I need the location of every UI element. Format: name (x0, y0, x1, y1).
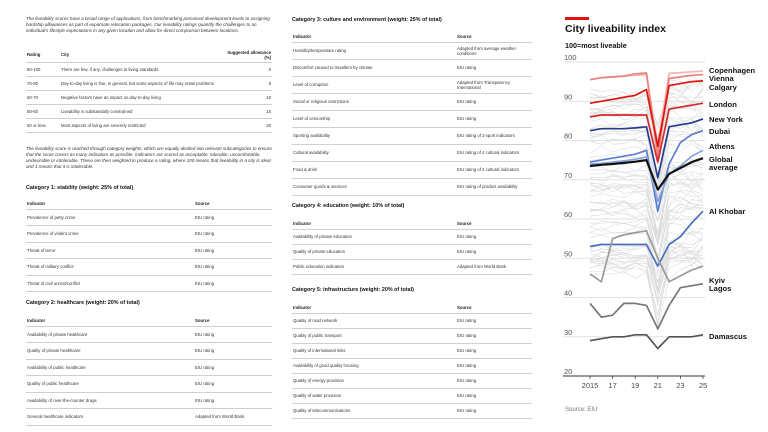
table-header-row (292, 31, 532, 42)
cell-indicator: Cultural availability (292, 144, 456, 161)
cell-indicator: Sporting availability (292, 127, 456, 144)
cell-indicator: General healthcare indicators (26, 409, 194, 426)
cell-source: EIU rating (456, 313, 532, 328)
cell-rating: 60-70 (26, 90, 60, 104)
cell-indicator: Quality of public transport (292, 328, 456, 343)
cell-indicator: Quality of road network (292, 313, 456, 328)
cell-allowance: 5 (220, 76, 272, 90)
cell-source: EIU rating (456, 328, 532, 343)
x-tick-label: 2015 (581, 381, 599, 390)
y-tick-label: 60 (564, 210, 573, 219)
chart-panel (553, 0, 768, 432)
table-row (292, 178, 532, 195)
table-row (26, 90, 272, 104)
cell-indicator: Prevalence of petty crime (26, 209, 194, 226)
cell-indicator: Food & drink (292, 161, 456, 178)
category-5-body (292, 313, 532, 418)
series-line (590, 284, 703, 329)
cell-source: EIU rating (194, 226, 272, 243)
y-tick-label: 50 (564, 249, 573, 259)
table-header-row (26, 48, 272, 62)
table-row (26, 359, 272, 376)
category-3-body (292, 42, 532, 195)
table-row (26, 409, 272, 426)
background-city-line (590, 238, 703, 302)
chart-title: City liveability index (565, 23, 666, 35)
y-tick-label: 20 (564, 367, 573, 376)
cell-indicator: Threat of civil unrest/conflict (26, 275, 194, 292)
series-label: Kyiv (709, 276, 726, 285)
series-label: Lagos (709, 284, 732, 293)
table-row (292, 403, 532, 418)
series-label: average (709, 163, 738, 172)
chart-subtitle: 100=most liveable (565, 41, 627, 50)
category-2-body (26, 326, 272, 425)
chart-source: Source: EIU (565, 407, 598, 413)
header-rating: Rating (26, 48, 60, 62)
header-allowance: Suggested allowance (%) (220, 48, 272, 62)
x-tick-label: 23 (676, 381, 685, 390)
category-3-title: Category 3: culture and environment (weight: 25% of total) (292, 17, 442, 23)
series-label: Copenhagen (709, 66, 755, 75)
cell-source: EIU rating (456, 403, 532, 418)
table-row (292, 76, 532, 93)
header-indicator: Indicator (26, 316, 194, 326)
cell-indicator: Quality of public healthcare (26, 376, 194, 393)
cell-source: EIU rating (194, 343, 272, 360)
table-row (292, 343, 532, 358)
cell-indicator: Availability of private education (292, 229, 456, 244)
header-source: Source (194, 199, 272, 209)
table-row (26, 259, 272, 276)
table-row (26, 76, 272, 90)
cell-source: EIU rating (456, 388, 532, 403)
cell-indicator: Public education indicators (292, 259, 456, 274)
table-row (26, 118, 272, 132)
table-row (26, 62, 272, 76)
table-row (26, 343, 272, 360)
line-chart (553, 0, 768, 432)
cell-indicator: Level of censorship (292, 110, 456, 127)
cell-source: EIU rating (456, 229, 532, 244)
cell-indicator: Quality of telecommunications (292, 403, 456, 418)
cell-indicator: Quality of private education (292, 244, 456, 259)
cell-allowance: 0 (220, 62, 272, 76)
table-row (292, 144, 532, 161)
cell-city: Negative factors have an impact on day-to-day living (60, 90, 220, 104)
cell-allowance: 20 (220, 118, 272, 132)
cell-source: EIU rating (194, 209, 272, 226)
header-source: Source (194, 316, 272, 326)
table-row (26, 209, 272, 226)
cell-allowance: 10 (220, 90, 272, 104)
header-indicator: Indicator (26, 199, 194, 209)
cell-source: EIU rating (456, 59, 532, 76)
table-row (292, 358, 532, 373)
table-row (26, 326, 272, 343)
cell-source: EIU rating (194, 275, 272, 292)
header-indicator: Indicator (292, 31, 456, 42)
series-label: Al Khobar (709, 207, 746, 216)
cell-source: Adapted from World Bank (194, 409, 272, 426)
y-tick-label: 70 (564, 170, 573, 180)
header-source: Source (456, 218, 532, 229)
cell-source: EIU rating of 3 sport indicators (456, 127, 532, 144)
table-header-row (292, 218, 532, 229)
category-5-table (292, 302, 532, 419)
series-label: Damascus (709, 332, 747, 341)
cell-source: EIU rating (194, 359, 272, 376)
cell-indicator: Prevalence of violent crime (26, 226, 194, 243)
cell-indicator: Threat of military conflict (26, 259, 194, 276)
x-tick-label: 21 (653, 381, 662, 390)
cell-allowance: 15 (220, 104, 272, 118)
table-row (292, 42, 532, 59)
series-label: Calgary (709, 83, 737, 92)
ratings-table-body (26, 62, 272, 132)
table-row (292, 244, 532, 259)
cell-indicator: Availability of public healthcare (26, 359, 194, 376)
cell-city: Liveability is substantially constrained (60, 104, 220, 118)
table-row (292, 388, 532, 403)
table-row (292, 313, 532, 328)
header-indicator: Indicator (292, 302, 456, 313)
y-tick-label: 100 (564, 53, 577, 62)
table-header-row (26, 316, 272, 326)
series-label: Vienna (709, 74, 734, 83)
y-tick-label: 80 (564, 131, 573, 141)
series-label: Global (709, 155, 733, 164)
cell-source: EIU rating (194, 259, 272, 276)
cell-source: EIU rating (456, 244, 532, 259)
cell-indicator: Availability of over-the-counter drugs (26, 392, 194, 409)
category-2-title: Category 2: healthcare (weight: 20% of total) (26, 300, 140, 306)
y-tick-label: 40 (564, 288, 573, 298)
cell-indicator: Level of corruption (292, 76, 456, 93)
table-row (26, 376, 272, 393)
cell-indicator: Availability of good quality housing (292, 358, 456, 373)
category-4-body (292, 229, 532, 274)
cell-source: EIU rating (194, 376, 272, 393)
header-source: Source (456, 302, 532, 313)
cell-source: EIU rating of product availability (456, 178, 532, 195)
category-1-table (26, 199, 272, 292)
cell-source: EIU rating (456, 110, 532, 127)
category-1-title: Category 1: stability (weight: 25% of total) (26, 185, 134, 191)
table-row (26, 275, 272, 292)
cell-rating: 80-100 (26, 62, 60, 76)
cell-indicator: Discomfort caused to travellers by climate (292, 59, 456, 76)
table-header-row (26, 199, 272, 209)
cell-indicator: Quality of energy provision (292, 373, 456, 388)
table-row (292, 93, 532, 110)
category-5-title: Category 5: infrastructure (weight: 20% of total) (292, 287, 414, 293)
cell-indicator: Quality of water provision (292, 388, 456, 403)
cell-indicator: Quality of private healthcare (26, 343, 194, 360)
cell-source: EIU rating of 4 cultural indicators (456, 161, 532, 178)
table-row (292, 110, 532, 127)
table-row (292, 229, 532, 244)
table-row (292, 161, 532, 178)
cell-indicator: Humidity/temperature rating (292, 42, 456, 59)
ratings-table (26, 48, 272, 133)
x-tick-label: 17 (608, 381, 617, 390)
cell-source: Adapted from Transparency International (456, 76, 532, 93)
cell-source: EIU rating (456, 373, 532, 388)
cell-city: There are few, if any, challenges to living standards (60, 62, 220, 76)
header-indicator: Indicator (292, 218, 456, 229)
cell-source: Adapted from World Bank (456, 259, 532, 274)
cell-rating: 70-80 (26, 76, 60, 90)
series-label: Dubai (709, 127, 731, 136)
category-3-table (292, 31, 532, 196)
cell-indicator: Consumer goods & services (292, 178, 456, 195)
category-2-table (26, 316, 272, 426)
header-city: City (60, 48, 220, 62)
cell-rating: 50-60 (26, 104, 60, 118)
intro-paragraph: The liveability scores have a broad range of applications, from benchmarking perceived development levels to assigning hardship allowances as part of expatriate relocation packages. Our liveability ratings quantify the challenges to an individual's lifestyle expectations in any given location and allow for direct comparison between locations. (26, 16, 270, 34)
table-row (292, 373, 532, 388)
x-tick-label: 25 (698, 381, 708, 390)
series-label: New York (709, 115, 743, 124)
table-row (26, 226, 272, 243)
table-row (26, 104, 272, 118)
cell-source: EIU rating (194, 326, 272, 343)
cell-source: EIU rating (456, 93, 532, 110)
cell-indicator: Availability of private healthcare (26, 326, 194, 343)
series-label: London (709, 100, 737, 109)
cell-city: Most aspects of living are severely restricted (60, 118, 220, 132)
cell-source: EIU rating (456, 343, 532, 358)
series-label: Athens (709, 142, 735, 151)
cell-source: Adapted from average weather conditions (456, 42, 532, 59)
category-4-title: Category 4: education (weight: 10% of total) (292, 203, 405, 209)
table-header-row (292, 302, 532, 313)
table-row (292, 59, 532, 76)
header-source: Source (456, 31, 532, 42)
cell-indicator: Social or religious restrictions (292, 93, 456, 110)
table-row (292, 127, 532, 144)
y-tick-label: 30 (564, 327, 573, 337)
x-tick-label: 19 (631, 381, 640, 390)
cell-indicator: Quality of international links (292, 343, 456, 358)
cell-source: EIU rating (194, 392, 272, 409)
methodology-paragraph: The liveability score is reached through category weights, which are equally divided into relevant subcategories to ensure that the score covers as many indicators as possible. Indicators are scored as acceptable, tolerable, uncomfortable, undesirable or intolerable. These are then weighted to produce a rating, where 100 means that liveability in a city is ideal and 1 means that it is intolerable. (26, 146, 272, 170)
cell-city: Day-to-day living is fine, in general, but some aspects of life may entail problems (60, 76, 220, 90)
category-1-body (26, 209, 272, 292)
cell-indicator: Threat of terror (26, 242, 194, 259)
cell-source: EIU rating of 4 cultural indicators (456, 144, 532, 161)
table-row (26, 242, 272, 259)
category-4-table (292, 218, 532, 275)
cell-source: EIU rating (194, 242, 272, 259)
cell-rating: 50 or less (26, 118, 60, 132)
cell-source: EIU rating (456, 358, 532, 373)
table-row (26, 392, 272, 409)
table-row (292, 259, 532, 274)
table-row (292, 328, 532, 343)
y-tick-label: 90 (564, 92, 573, 102)
